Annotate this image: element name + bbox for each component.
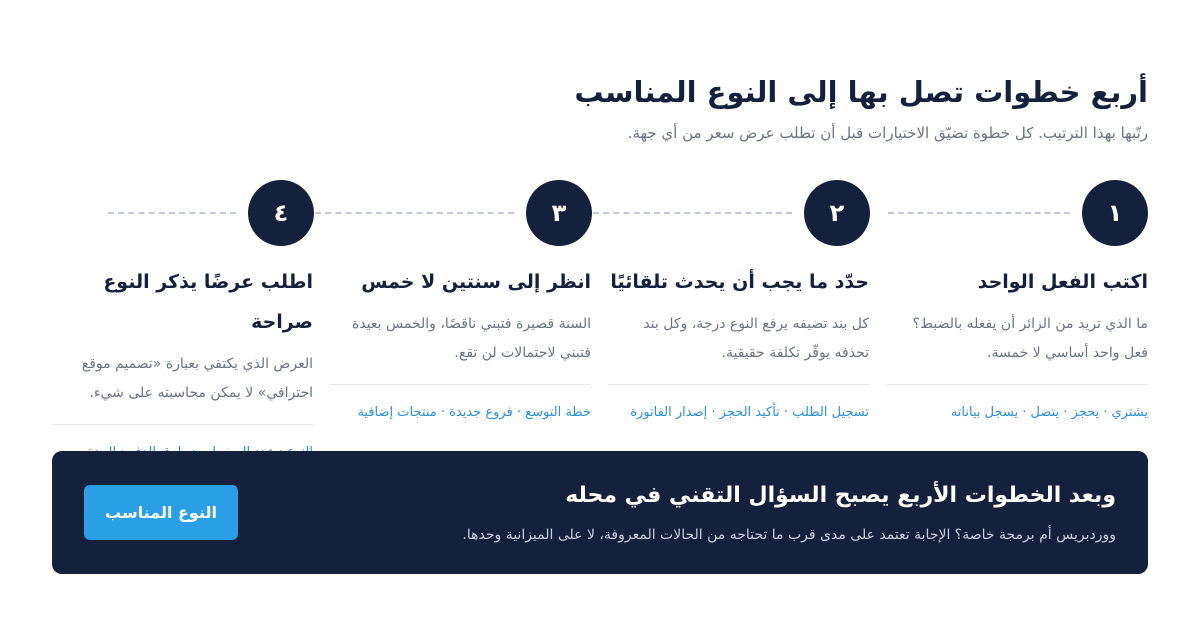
step-divider [887,384,1148,385]
step-tags: تسجيل الطلب · تأكيد الحجز · إصدار الفاتورة [630,405,869,420]
step-card-3 [330,262,591,427]
step-description: ما الذي تريد من الزائر أن يفعله بالضبط؟ فعل واحد أساسي لا خمسة. [912,316,1148,361]
step-title: اكتب الفعل الواحد [977,271,1148,293]
step-card-2 [608,262,869,427]
step-card-1 [887,262,1148,427]
timeline-connector-1-2 [888,212,1070,214]
section-title: أربع خطوات تصل بها إلى النوع المناسب [574,75,1148,109]
cta-title: وبعد الخطوات الأربع يصبح السؤال التقني في محله [565,483,1116,508]
step-description: كل بند تضيفه يرفع النوع درجة، وكل بند تحذفه يوفّر تكلفة حقيقية. [643,316,869,361]
cta-text [356,479,1116,547]
steps-timeline [52,180,1148,246]
section-subtitle: رتّبها بهذا الترتيب. كل خطوة تضيّق الاختيارات قبل أن تطلب عرض سعر من أي جهة. [627,124,1148,142]
step-description: السنة قصيرة فتبني ناقصًا، والخمس بعيدة فتبني لاحتمالات لن تقع. [351,316,591,361]
step-card-4 [52,262,313,467]
step-title: حدّد ما يجب أن يحدث تلقائيًا [610,271,869,293]
step-tags: خطة التوسع · فروع جديدة · منتجات إضافية [357,405,591,420]
cta-description: ووردبريس أم برمجة خاصة؟ الإجابة تعتمد على مدى قرب ما تحتاجه من الحالات المعروفة، لا على الميزانية وحدها. [462,527,1116,543]
cta-banner [52,451,1148,574]
steps-list [52,262,1148,432]
timeline-tail [108,212,236,214]
section-header [52,72,1148,144]
step-number-3: ٣ [526,180,592,246]
step-number-4: ٤ [248,180,314,246]
timeline-connector-3-4 [315,212,514,214]
step-tags: يشتري · يحجز · يتصل · يسجل بياناته [950,405,1148,420]
step-title: اطلب عرضًا يذكر النوع صراحة [103,271,313,333]
step-title: انظر إلى سنتين لا خمس [361,271,591,293]
step-divider [330,384,591,385]
step-divider [608,384,869,385]
step-number-2: ٢ [804,180,870,246]
timeline-connector-2-3 [593,212,792,214]
right-type-button[interactable]: النوع المناسب [84,485,238,540]
step-divider [52,424,313,425]
step-description: العرض الذي يكتفي بعبارة «تصميم موقع احترافي» لا يمكن محاسبته على شيء. [81,356,313,401]
step-number-1: ١ [1082,180,1148,246]
